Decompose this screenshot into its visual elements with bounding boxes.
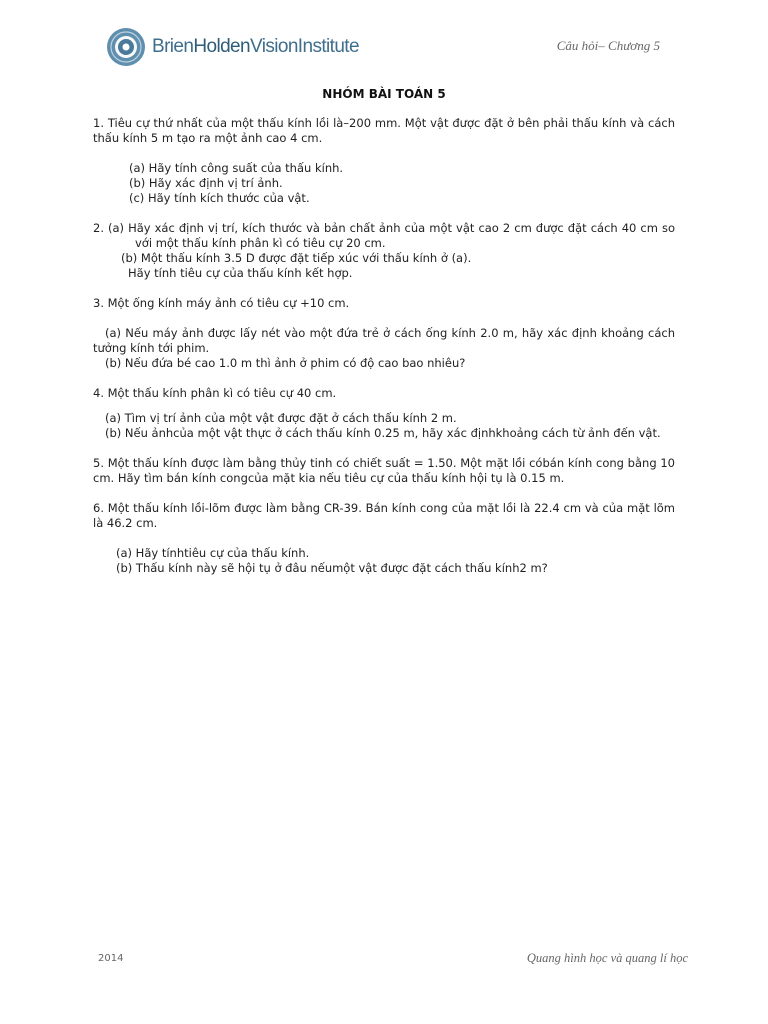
- footer-subject: Quang hình học và quang lí học: [526, 951, 688, 965]
- question-2b: (b) Một thấu kính 3.5 D được đặt tiếp xúc với thấu kính ở (a).: [121, 251, 472, 265]
- question-6a: (a) Hãy tínhtiêu cự của thấu kính.: [116, 546, 310, 560]
- question-6: 6. Một thấu kính lồi-lõm được làm bằng CR-39. Bán kính cong của mặt lồi là 22.4 cm và của mặt lõm là 46.2 cm.: [93, 501, 675, 530]
- logo-wordmark: BrienHoldenVisionInstitute: [152, 36, 359, 57]
- question-4b: (b) Nếu ảnhcủa một vật thực ở cách thấu kính 0.25 m, hãy xác địnhkhoảng cách từ ảnh đến vật.: [105, 426, 661, 440]
- eye-logo-icon: [106, 27, 146, 67]
- chapter-label: Câu hỏi– Chương 5: [556, 38, 660, 53]
- document-body: [93, 116, 675, 576]
- question-6b: (b) Thấu kính này sẽ hội tụ ở đâu nếumột vật được đặt cách thấu kính2 m?: [116, 561, 548, 575]
- question-2: 2. (a) Hãy xác định vị trí, kích thước và bản chất ảnh của một vật cao 2 cm được đặt cách 40 cm so với một thấu kính phân kì có tiêu cự 20 cm.: [93, 221, 675, 250]
- question-3b: (b) Nếu đứa bé cao 1.0 m thì ảnh ở phim có độ cao bao nhiêu?: [105, 356, 466, 370]
- question-1b: (b) Hãy xác định vị trí ảnh.: [129, 176, 283, 190]
- footer-year: 2014: [98, 953, 124, 964]
- question-4: 4. Một thấu kính phân kì có tiêu cự 40 cm.: [93, 386, 337, 400]
- page-title: NHÓM BÀI TOÁN 5: [322, 87, 446, 101]
- question-5: 5. Một thấu kính được làm bằng thủy tinh có chiết suất = 1.50. Một mặt lồi cóbán kính cong bằng 10 cm. Hãy tìm bán kính congcủa mặt kia nếu tiêu cự của thấu kính hội tụ là 0.15 m.: [93, 456, 675, 485]
- question-1: 1. Tiêu cự thứ nhất của một thấu kính lồi là–200 mm. Một vật được đặt ở bên phải thấu kính và cách thấu kính 5 m tạo ra một ảnh cao 4 cm.: [93, 116, 675, 145]
- question-4a: (a) Tìm vị trí ảnh của một vật được đặt ở cách thấu kính 2 m.: [105, 411, 457, 425]
- question-1c: (c) Hãy tính kích thước của vật.: [129, 191, 310, 205]
- question-1a: (a) Hãy tính công suất của thấu kính.: [129, 161, 344, 175]
- question-2b-cont: Hãy tính tiêu cự của thấu kính kết hợp.: [128, 266, 353, 280]
- question-3: 3. Một ống kính máy ảnh có tiêu cự +10 cm.: [93, 296, 350, 310]
- brien-holden-logo: [106, 26, 359, 68]
- question-3a: (a) Nếu máy ảnh được lấy nét vào một đứa trẻ ở cách ống kính 2.0 m, hãy xác định khoảng cách tưởng kính tới phim.: [93, 326, 675, 355]
